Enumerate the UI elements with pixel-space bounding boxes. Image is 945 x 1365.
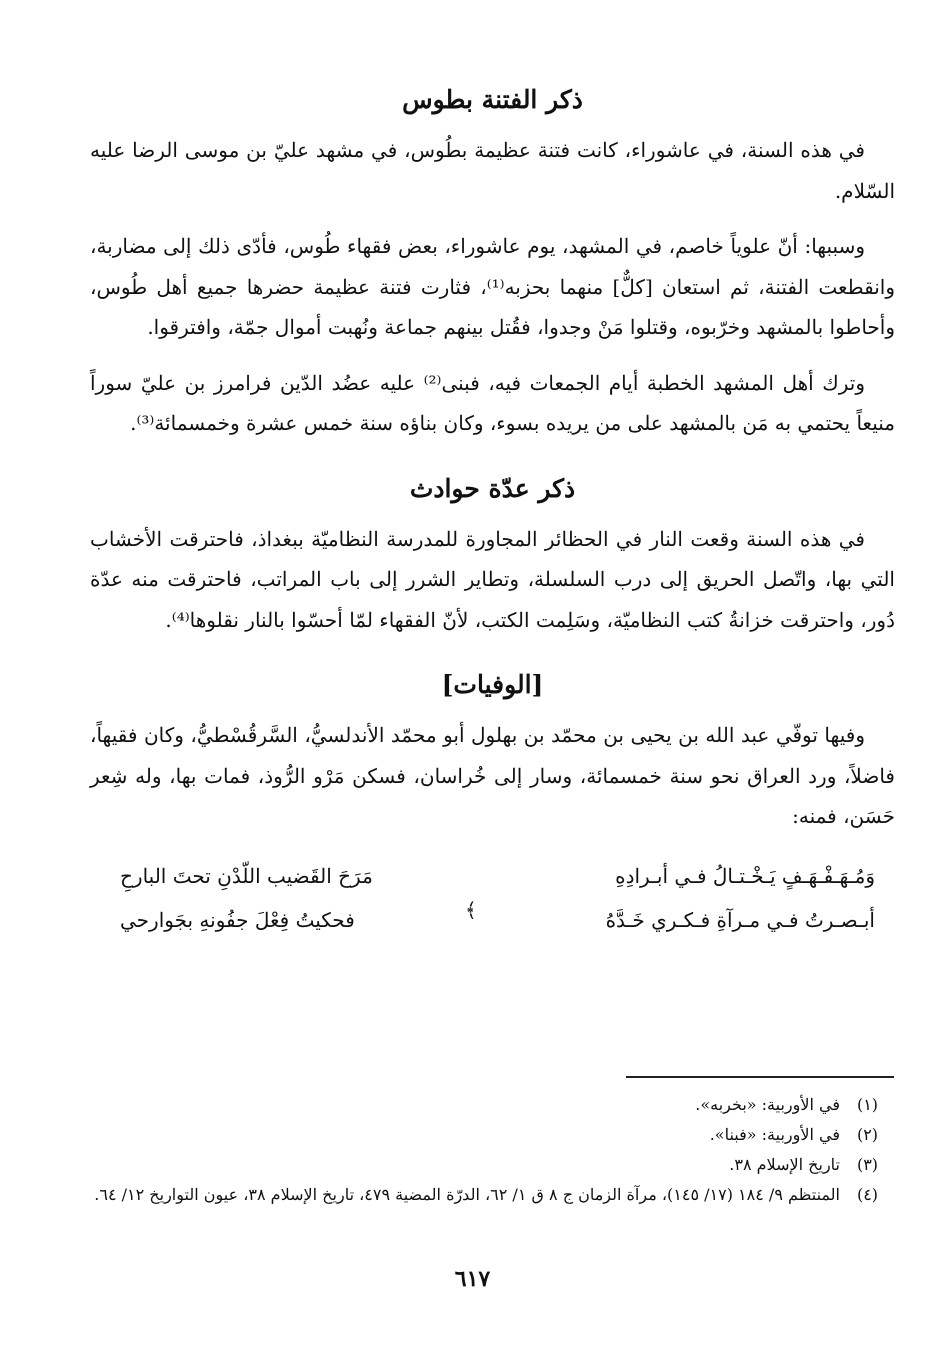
- paragraph: وسببها: أنّ علوياً خاصم، في المشهد، يوم عاشوراء، بعض فقهاء طُوس، فأدّى ذلك إلى مضاربة، وانقطعت الفتنة، ثم استعان [كلٌّ] منهما بحزبه⁽¹⁾، فثارت فتنة عظيمة حضرها جميع أهل طُوس، وأحاطوا بالمشهد وخرّبوه، وقتلوا مَنْ وجدوا، فقُتل بينهم جماعة ونُهبت أموال جمّة، وافترقوا.: [90, 234, 895, 339]
- poem: [90, 852, 895, 947]
- paragraph: في هذه السنة وقعت النار في الحظائر المجاورة للمدرسة النظاميّة ببغداذ، فاحترقت الأخشاب التي بها، واتّصل الحريق إلى درب السلسلة، وتطاير الشرر إلى باب المراتب، فاحترقت منه عدّة دُور، واحترقت خزانةُ كتب النظاميّة، وسَلِمت الكتب، لأنّ الفقهاء لمّا أحسّوا بالنار نقلوها⁽⁴⁾.: [90, 526, 895, 632]
- poem-hemistich: وَمُـهَـفْـهَـفٍ يَـخْـتـالُ فـي أبـرادِهِ: [615, 863, 875, 888]
- footnote-text: المنتظم ٩/ ١٨٤ (١٧/ ١٤٥)، مرآة الزمان ج ٨ ق ١/ ٦٢، الدرّة المضية ٤٧٩، تاريخ الإسلام ٣٨، عيون التواريخ ١٢/ ٦٤.: [94, 1185, 840, 1204]
- footnote-text: في الأوربية: «فبنا».: [709, 1125, 840, 1144]
- footnotes: [90, 1090, 895, 1210]
- page-number: ٦١٧: [454, 1266, 491, 1292]
- footnote-text: تاريخ الإسلام ٣٨.: [729, 1155, 840, 1174]
- footnote: [90, 1180, 895, 1210]
- footnote-text: في الأوربية: «بخربه».: [695, 1095, 840, 1114]
- footnote: [90, 1120, 895, 1150]
- paragraph: وفيها توفّي عبد الله بن يحيى بن محمّد بن بهلول أبو محمّد الأندلسيُّ، السَّرقُسْطيُّ، وكان فقيهاً، فاضلاً، ورد العراق نحو سنة خمسمائة، وسار إلى خُراسان، فسكن مَرْو الرُّوذ، فمات بها، وله شِعر حَسَن، فمنه:: [90, 723, 895, 828]
- section-heading-events: ذكر عدّة حوادث: [409, 473, 576, 503]
- footnote-number: (٤): [856, 1185, 879, 1204]
- footnote: [90, 1090, 895, 1120]
- footnote-number: (٣): [856, 1155, 879, 1174]
- paragraph: في هذه السنة، في عاشوراء، كانت فتنة عظيمة بطُوس، في مشهد عليّ بن موسى الرضا عليه السّلام.: [90, 138, 895, 203]
- footnote-number: (١): [856, 1095, 879, 1114]
- poem-hemistich: فحكيتُ فِعْلَ جفُونهِ بجَوارحي: [120, 907, 355, 932]
- footnote: [90, 1150, 895, 1180]
- section-heading-deaths: [الوفيات]: [441, 670, 544, 699]
- footnote-number: (٢): [856, 1125, 879, 1144]
- page-body: [90, 70, 895, 947]
- verse-separator-mark: ﴾: [465, 897, 477, 922]
- poem-hemistich: أبـصـرتُ فـي مـرآةِ فـكـري خَـدَّهُ: [605, 907, 875, 932]
- poem-hemistich: مَرَحَ القَضيب اللّدْنِ تحتَ البارحِ: [120, 863, 373, 888]
- footnote-divider: [626, 1076, 894, 1078]
- section-heading-tus-fitna: ذكر الفتنة بطوس: [402, 85, 583, 114]
- paragraph: وترك أهل المشهد الخطبة أيام الجمعات فيه، فبنى⁽²⁾ عليه عضُد الدّين فرامرز بن عليّ سوراً منيعاً يحتمي به مَن بالمشهد على من يريده بسوء، وكان بناؤه سنة خمس عشرة وخمسمائة⁽³⁾.: [90, 370, 895, 435]
